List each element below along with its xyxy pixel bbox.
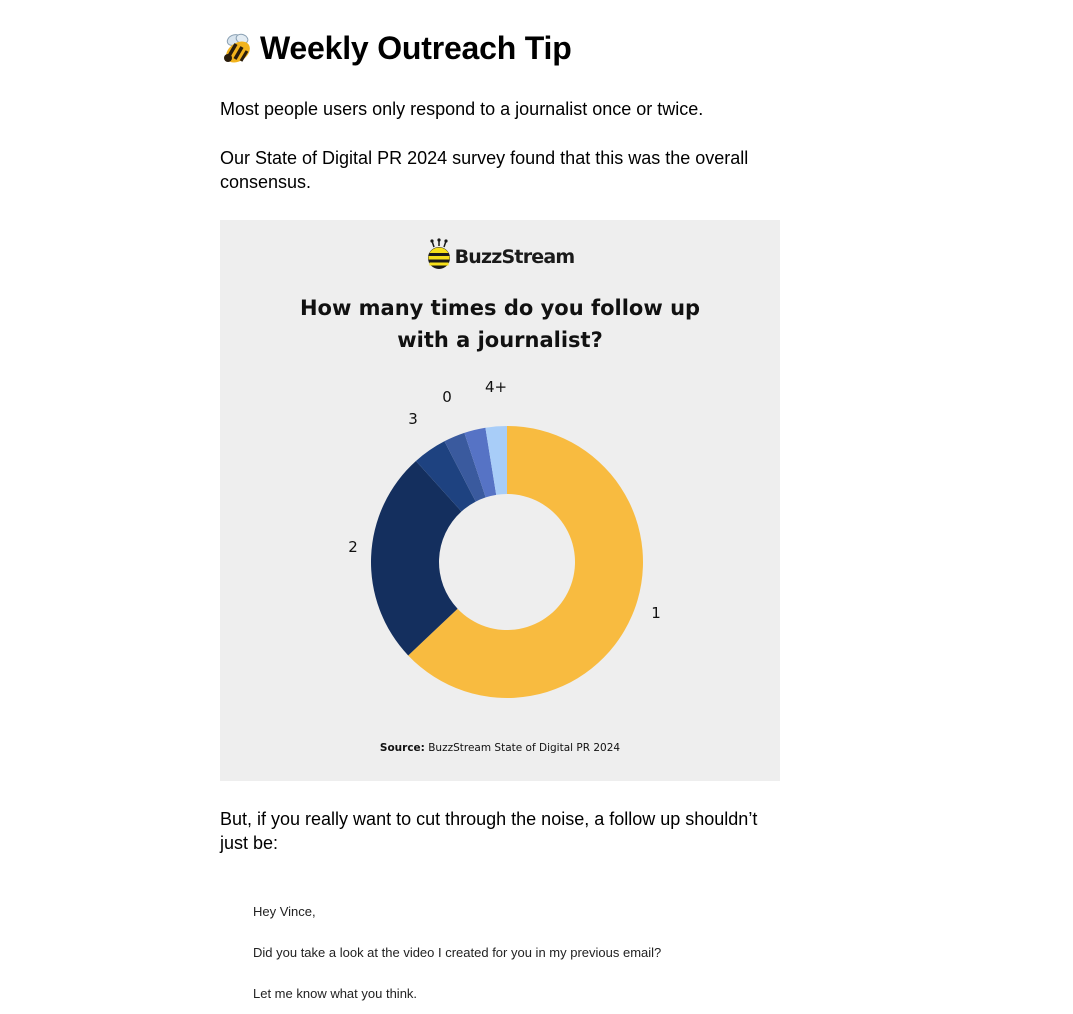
email-greeting: Hey Vince, (253, 904, 316, 919)
paragraph-followup: But, if you really want to cut through the noise, a follow up shouldn’t just be: (220, 809, 758, 853)
donut-label-1: 1 (651, 604, 661, 622)
donut-label-2: 2 (348, 538, 358, 556)
chart-title-line-1: How many times do you follow up (299, 296, 701, 320)
donut-label-4plus: 4+ (484, 378, 508, 396)
chart-source (220, 742, 780, 754)
paragraph-survey: Our State of Digital PR 2024 survey found that this was the overall consensus. (220, 148, 749, 192)
source-label: Source: (379, 742, 425, 754)
bee-emoji-icon (220, 30, 256, 66)
paragraph-intro: Most people users only respond to a journalist once or twice. (220, 99, 704, 119)
donut-chart (220, 220, 780, 781)
source-text: BuzzStream State of Digital PR 2024 (428, 742, 621, 754)
email-line-video: Did you take a look at the video I created for you in my previous email? (253, 945, 662, 960)
chart-title-line-2: with a journalist? (397, 328, 603, 352)
email-line-feedback: Let me know what you think. (253, 986, 418, 1001)
newsletter-heading (220, 28, 572, 68)
donut-label-3: 3 (408, 410, 418, 428)
donut-label-0: 0 (442, 388, 452, 406)
heading-text: Weekly Outreach Tip (260, 29, 572, 66)
logo-wordmark: BuzzStream (454, 245, 575, 268)
survey-chart-image (220, 220, 780, 781)
